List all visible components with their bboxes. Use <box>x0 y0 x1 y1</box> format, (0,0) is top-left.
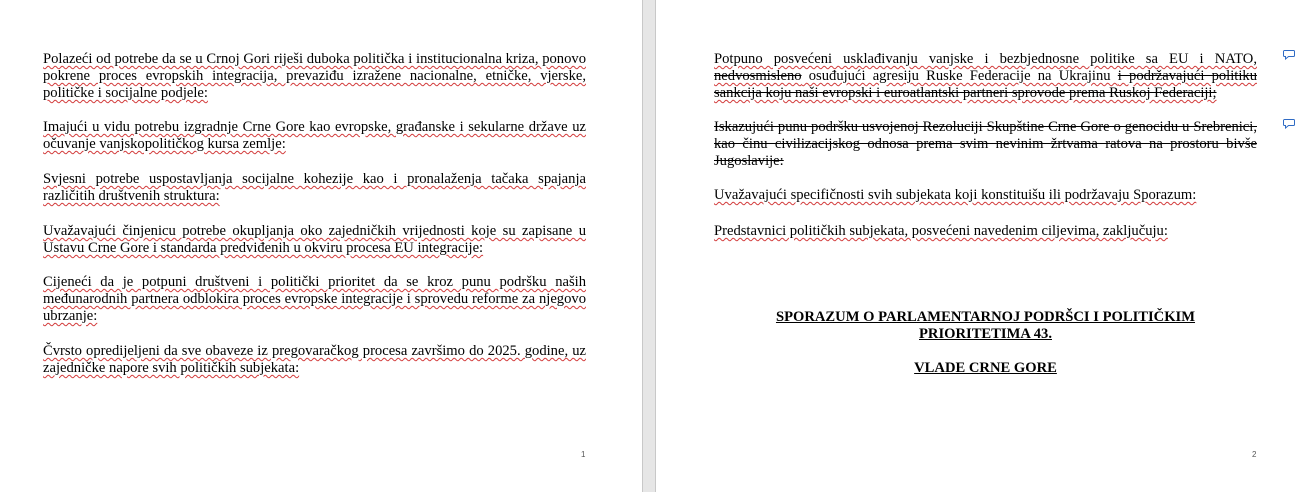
paragraph-subjects[interactable]: Uvažavajući specifičnosti svih subjekata koji konstituišu ili podržavaju Sporazum: <box>714 187 1197 203</box>
paragraph-nato-text: Potpuno posvećeni usklađivanju vanjske i bezbjednosne politike sa EU i NATO, <box>714 51 1257 67</box>
agreement-title-line-2: PRIORITETIMA 43. <box>919 326 1052 342</box>
deleted-text: i podržavajući politiku sankcija koju naši evropski i euroatlantski partneri sprovode prema Ruskoj Federaciji; <box>714 68 1257 101</box>
agreement-title-line-1: SPORAZUM O PARLAMENTARNOJ PODRŠCI I POLITIČKIM <box>775 309 1196 325</box>
paragraph-srebrenica-deleted[interactable]: Iskazujući punu podršku usvojenoj Rezoluciji Skupštine Crne Gore o genocidu u Srebrenici, kao činu civilizacijskog odnosa prema svim nevinim žrtvama ratova na prostoru bivše Jugoslavije: <box>714 119 1257 169</box>
document-page-2[interactable] <box>656 0 1313 492</box>
page-number: 1 <box>581 450 586 459</box>
paragraph-1[interactable]: Polazeći od potrebe da se u Crnoj Gori riješi duboka politička i institucionalna kriza, ponovo pokrene proces evropskih integracija, prevaziđu izražene nacionalne, etničke, vjerske, političke i socijalne podjele: <box>43 51 586 101</box>
comment-icon[interactable] <box>1283 117 1295 129</box>
paragraph-3[interactable]: Svjesni potrebe uspostavljanja socijalne kohezije kao i pronalaženja tačaka spajanja različitih društvenih struktura: <box>43 171 586 204</box>
comment-icon[interactable] <box>1283 48 1295 60</box>
page-number: 2 <box>1252 450 1257 459</box>
paragraph-2[interactable]: Imajući u vidu potrebu izgradnje Crne Gore kao evropske, građanske i sekularne države uz očuvanje vanjskopolitičkog kursa zemlje: <box>43 119 586 152</box>
deleted-text: nedvosmisleno <box>714 68 802 84</box>
paragraph-representatives[interactable]: Predstavnici političkih subjekata, posvećeni navedenim ciljevima, zaključuju: <box>714 223 1168 239</box>
document-page-1[interactable] <box>0 0 642 492</box>
page-gutter <box>642 0 656 492</box>
paragraph-4[interactable]: Uvažavajući činjenicu potrebe okupljanja oko zajedničkih vrijednosti koje su zapisane u Ustavu Crne Gore i standarda predviđenih u okviru procesa EU integracije: <box>43 223 586 256</box>
agreement-title-line-3: VLADE CRNE GORE <box>914 360 1057 376</box>
paragraph-nato[interactable] <box>714 51 1257 102</box>
paragraph-5[interactable]: Cijeneći da je potpuni društveni i politički prioritet da se kroz punu podršku naših međunarodnih partnera odblokira proces evropske integracije i sprovedu reforme za njegovo ubrzanje: <box>43 274 586 324</box>
paragraph-6[interactable]: Čvrsto opredijeljeni da sve obaveze iz pregovaračkog procesa završimo do 2025. godine, uz zajedničke napore svih političkih subjekata: <box>43 343 586 376</box>
paragraph-nato-text-mid: osuđujući agresiju Ruske Federacije na Ukrajinu <box>801 68 1118 84</box>
